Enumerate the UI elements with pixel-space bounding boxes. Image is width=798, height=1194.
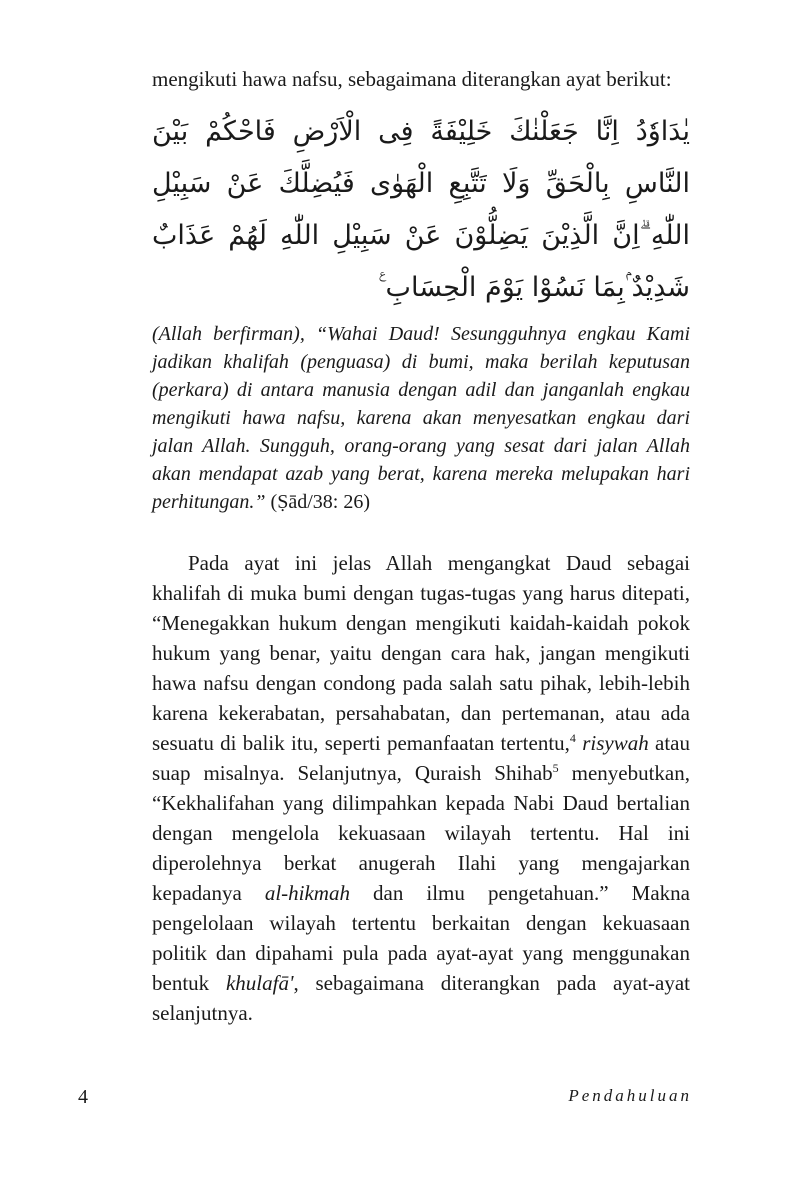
italic-term: khulafā': [225, 971, 294, 995]
intro-text: mengikuti hawa nafsu, sebagaimana diterangkan ayat berikut:: [152, 67, 672, 91]
italic-term: risywah: [582, 731, 649, 755]
page-body: [152, 64, 690, 1028]
paragraph-text: dan ilmu pengetahuan.” Makna pengelolaan wilayah tertentu berkaitan dengan kekuasaan politik dan dipahami pula pada ayat-ayat yang menggunakan bentuk: [152, 881, 690, 995]
translation-text: (Allah berfirman), “Wahai Daud! Sesungguhnya engkau Kami jadikan khalifah (penguasa) di bumi, maka berilah keputusan (perkara) di antara manusia dengan adil dan janganlah engkau mengikuti hawa nafsu, karena akan menyesatkan engkau dari jalan Allah. Sungguh, orang-orang yang sesat dari jalan Allah akan mendapat azab yang berat, karena mereka melupakan hari perhitungan.”: [152, 323, 690, 513]
footnote-marker: 5: [552, 761, 559, 775]
paragraph-text: atau suap misalnya. Selanjutnya, Quraish Shihab: [152, 731, 690, 785]
paragraph-text: , sebagaimana diterangkan pada ayat-ayat selanjutnya.: [152, 971, 690, 1025]
page-number: 4: [78, 1086, 88, 1108]
verse-reference: (Ṣād/38: 26): [270, 491, 370, 513]
arabic-verse: يٰدَاوٗدُ اِنَّا جَعَلْنٰكَ خَلِيْفَةً فِى الْاَرْضِ فَاحْكُمْ بَيْنَ النَّاسِ بِالْحَقِّ وَلَا تَتَّبِعِ الْهَوٰى فَيُضِلَّكَ عَنْ سَبِيْلِ اللّٰهِ ۗاِنَّ الَّذِيْنَ يَضِلُّوْنَ عَنْ سَبِيْلِ اللّٰهِ لَهُمْ عَذَابٌ شَدِيْدٌ ۢبِمَا نَسُوْا يَوْمَ الْحِسَابِ ࣖ: [152, 116, 690, 303]
running-footer-title: Pendahuluan: [568, 1086, 692, 1105]
verse-translation: [152, 320, 690, 516]
italic-term: al-hikmah: [264, 881, 350, 905]
paragraph-text: menyebutkan, “Kekhalifahan yang dilimpahkan kepada Nabi Daud bertalian dengan mengelola kekuasaan wilayah tertentu. Hal ini diperolehnya berkat anugerah Ilahi yang mengajarkan kepadanya: [152, 761, 690, 905]
footnote-marker: 4: [569, 731, 576, 745]
paragraph-text: Pada ayat ini jelas Allah mengangkat Daud sebagai khalifah di muka bumi dengan tugas-tugas yang harus ditepati, “Menegakkan hukum dengan mengikuti kaidah-kaidah pokok hukum yang benar, yaitu dengan cara hak, jangan mengikuti hawa nafsu dengan condong pada salah satu pihak, lebih-lebih karena kekerabatan, persahabatan, dan pertemanan, atau ada sesuatu di balik itu, seperti pemanfaatan tertentu,: [152, 551, 690, 755]
body-paragraph: [152, 548, 690, 1028]
